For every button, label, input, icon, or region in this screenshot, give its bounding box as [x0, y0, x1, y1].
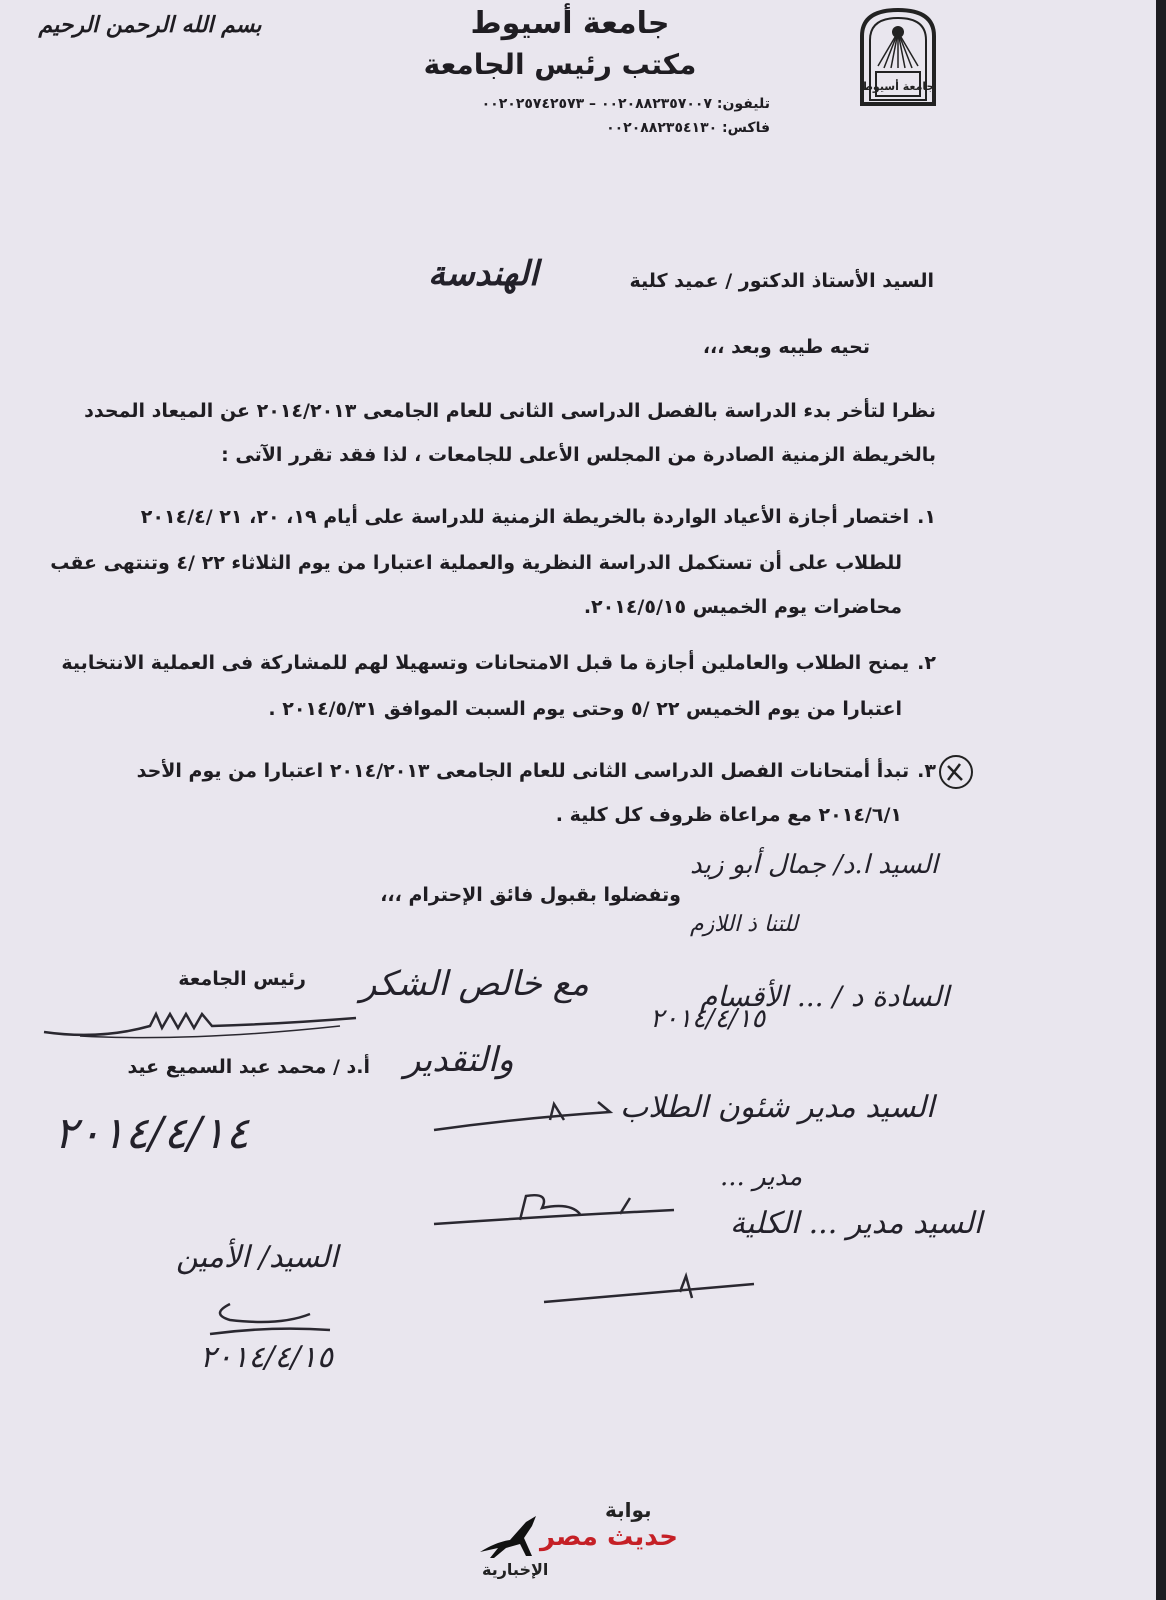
annotation-signature-2-icon: [430, 1190, 680, 1240]
addressee-handwritten: الهندسة: [428, 254, 539, 294]
item-1-line-2: للطلاب على أن تستكمل الدراسة النظرية والعملية اعتبارا من يوم الثلاثاء ٢٢ /٤ وتنتهى عقب: [50, 552, 902, 574]
gazelle-logo-icon: [476, 1512, 546, 1562]
circled-check-mark-icon: [936, 752, 976, 792]
item-3-line-2: ٢٠١٤/٦/١ مع مراعاة ظروف كل كلية .: [555, 804, 902, 826]
university-name: جامعة أسيوط: [470, 6, 670, 41]
signer-title: رئيس الجامعة: [178, 968, 306, 990]
intro-line-1: نظرا لتأخر بدء الدراسة بالفصل الدراسى الثانى للعام الجامعى ٢٠١٤/٢٠١٣ عن الميعاد المحدد: [84, 400, 936, 422]
annotation-thanks: مع خالص الشكر: [360, 964, 589, 1004]
signer-name: أ.د / محمد عبد السميع عيد: [127, 1056, 370, 1078]
annotation-signature-3-icon: [540, 1272, 760, 1312]
office-name: مكتب رئيس الجامعة: [423, 48, 697, 81]
intro-line-2: بالخريطة الزمنية الصادرة من المجلس الأعلى للجامعات ، لذا فقد تقرر الآتى :: [221, 444, 936, 466]
item-1-line-3: محاضرات يوم الخميس ٢٠١٤/٥/١٥.: [583, 596, 902, 618]
brand-name: حديث مصر: [540, 1522, 678, 1552]
closing: وتفضلوا بقبول فائق الإحترام ،،،: [380, 884, 681, 906]
brand-suffix: الإخبارية: [482, 1560, 549, 1579]
annotation-students-affairs: السيد مدير شئون الطلاب: [620, 1090, 935, 1125]
handwritten-date: ٢٠١٤/٤/١٤: [54, 1108, 250, 1159]
annotation-secretary: السيد/ الأمين: [176, 1240, 339, 1275]
basmala: بسم الله الرحمن الرحيم: [38, 12, 262, 38]
annotation-signature-1-icon: [430, 1094, 620, 1144]
annotation-signature-4-icon: [200, 1296, 340, 1340]
item-3-number: ٣.: [917, 760, 936, 782]
item-1-number: ١.: [917, 506, 936, 528]
item-3-line-1: ٣.تبدأ أمتحانات الفصل الدراسى الثانى للعام الجامعى ٢٠١٤/٢٠١٣ اعتبارا من يوم الأحد: [136, 760, 936, 782]
annotation-date-1: ٢٠١٤/٤/١٥: [650, 1004, 766, 1034]
item-2-number: ٢.: [917, 652, 936, 674]
annotation-date-2: ٢٠١٤/٤/١٥: [200, 1340, 334, 1375]
scan-edge: [1156, 0, 1166, 1600]
annotation-appreciation: والتقدير: [404, 1040, 514, 1080]
annotation-recipient: السيد ا.د/ جمال أبو زيد: [690, 850, 938, 880]
brand-prefix: بوابة: [605, 1498, 652, 1522]
fax-number: فاكس: ٠٠٢٠٨٨٢٣٥٤١٣٠: [606, 120, 770, 136]
logo-text: جامعة أسيوط: [861, 80, 935, 93]
addressee: السيد الأستاذ الدكتور / عميد كلية: [629, 270, 934, 292]
annotation-director: مدير ...: [720, 1162, 803, 1192]
phone-number: تليفون: ٠٠٢٠٨٨٢٣٥٧٠٠٧ – ٠٠٢٠٢٥٧٤٢٥٧٣: [481, 96, 770, 112]
greeting: تحيه طيبه وبعد ،،،: [702, 336, 870, 358]
university-logo-icon: [852, 6, 944, 106]
item-1-line-1: ١.اختصار أجازة الأعياد الواردة بالخريطة الزمنية للدراسة على أيام ١٩، ٢٠، ٢١ /٢٠١٤/٤: [140, 506, 936, 528]
annotation-departments: السادة د / ... الأقسام: [700, 980, 950, 1013]
annotation-action: للتنا ذ اللازم: [690, 912, 798, 937]
item-2-line-1: ٢.يمنح الطلاب والعاملين أجازة ما قبل الامتحانات وتسهيلا لهم للمشاركة فى العملية الانتخابية: [61, 652, 936, 674]
item-2-line-2: اعتبارا من يوم الخميس ٢٢ /٥ وحتى يوم السبت الموافق ٢٠١٤/٥/٣١ .: [268, 698, 902, 720]
president-signature-icon: [40, 996, 360, 1046]
annotation-faculty-director: السيد مدير ... الكلية: [730, 1206, 983, 1241]
